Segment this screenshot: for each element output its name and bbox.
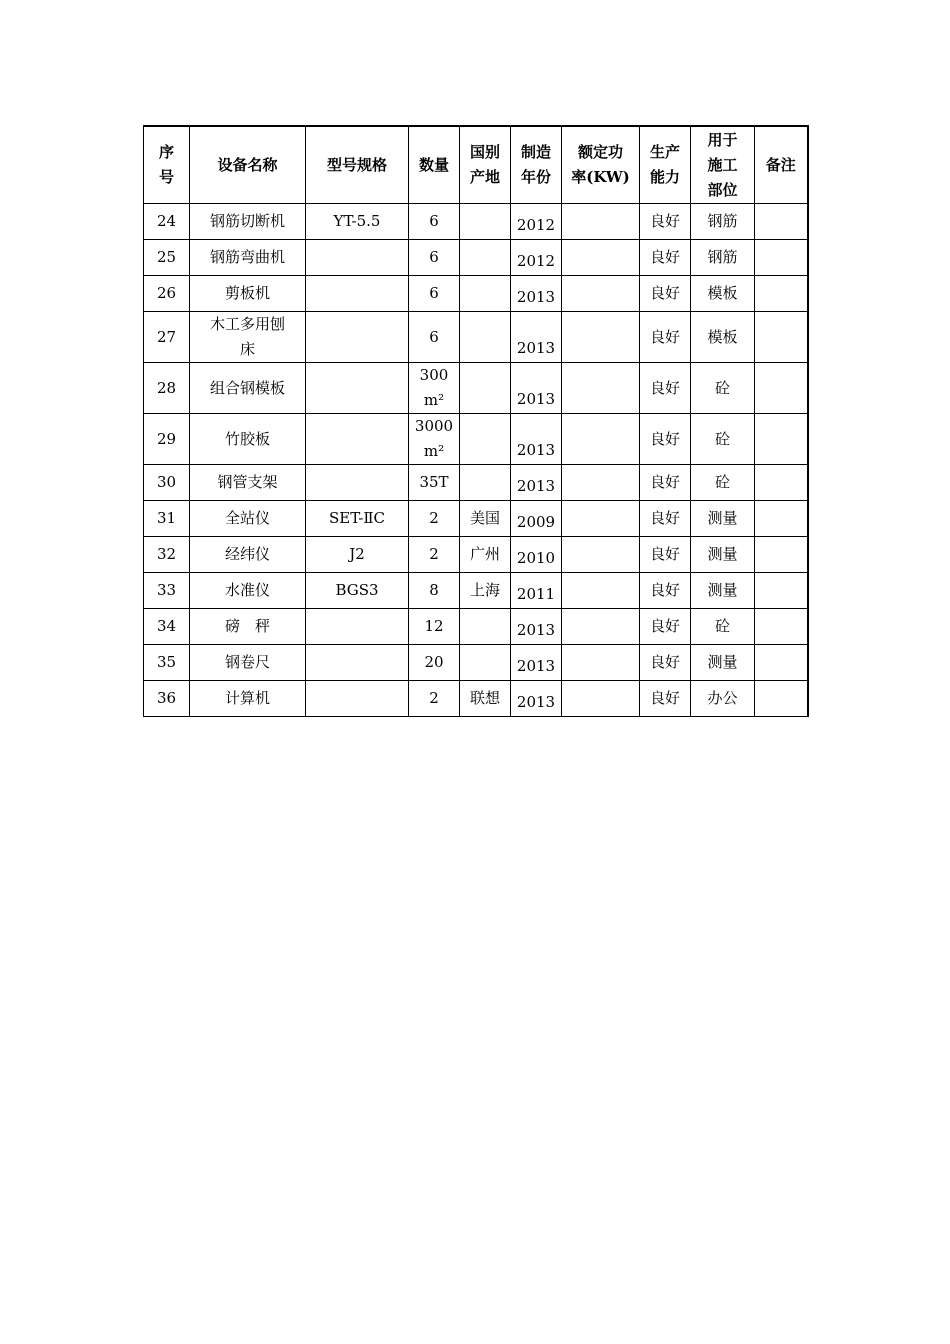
cell-capacity-text: 良好 (649, 248, 680, 266)
cell-usage-text: 模板 (707, 284, 738, 302)
cell-name-text: 钢管支架 (217, 473, 278, 491)
cell-usage (691, 609, 755, 645)
cell-remark (755, 240, 808, 276)
cell-capacity-text: 良好 (649, 429, 680, 448)
header-row (144, 126, 808, 204)
cell-year-text: 2013 (516, 339, 556, 357)
cell-qty-text: 3000 m² (414, 417, 454, 460)
cell-usage (691, 465, 755, 501)
cell-usage (691, 276, 755, 312)
cell-name-text: 组合钢模板 (209, 378, 285, 397)
cell-capacity-text: 良好 (649, 284, 680, 302)
cell-capacity (640, 204, 691, 240)
cell-seq-text: 36 (156, 689, 177, 707)
table-row (144, 681, 808, 717)
cell-remark (755, 501, 808, 537)
cell-power (562, 414, 640, 465)
cell-year-text: 2013 (516, 288, 556, 306)
cell-seq-text: 34 (156, 617, 177, 635)
cell-power (562, 609, 640, 645)
cell-capacity (640, 609, 691, 645)
cell-model (306, 537, 409, 573)
cell-usage-text: 测量 (707, 545, 738, 563)
cell-capacity-text: 良好 (649, 653, 680, 671)
cell-seq (144, 240, 190, 276)
cell-remark (755, 276, 808, 312)
header-usage: 用于 施工 部位 (691, 126, 755, 204)
cell-usage (691, 501, 755, 537)
cell-capacity-text: 良好 (649, 581, 680, 599)
cell-capacity-text: 良好 (649, 545, 680, 563)
cell-remark (755, 204, 808, 240)
cell-name-text: 磅 秤 (224, 617, 270, 635)
cell-origin (460, 537, 511, 573)
cell-usage-text: 钢筋 (707, 248, 738, 266)
cell-capacity-text: 良好 (649, 212, 680, 230)
cell-usage (691, 573, 755, 609)
cell-model (306, 204, 409, 240)
cell-seq-text: 32 (156, 545, 177, 563)
cell-usage-text: 砼 (714, 617, 730, 635)
cell-year-text: 2009 (516, 513, 556, 531)
cell-name (190, 645, 306, 681)
cell-remark (755, 645, 808, 681)
cell-year-text: 2012 (516, 216, 556, 234)
cell-power (562, 573, 640, 609)
cell-seq (144, 537, 190, 573)
cell-capacity (640, 240, 691, 276)
cell-name (190, 240, 306, 276)
cell-year (511, 537, 562, 573)
cell-seq (144, 276, 190, 312)
cell-year-text: 2013 (516, 477, 556, 495)
table-row (144, 240, 808, 276)
table-row (144, 537, 808, 573)
cell-model (306, 465, 409, 501)
cell-usage-text: 砼 (714, 429, 730, 448)
cell-qty-text: 6 (429, 248, 439, 266)
cell-qty-text: 8 (429, 581, 439, 599)
cell-power (562, 312, 640, 363)
cell-model-text: YT-5.5 (333, 212, 381, 230)
table-row (144, 363, 808, 414)
cell-usage-text: 办公 (707, 689, 738, 707)
cell-name (190, 276, 306, 312)
header-name: 设备名称 (190, 126, 306, 204)
table-row (144, 645, 808, 681)
cell-seq (144, 609, 190, 645)
cell-seq-text: 26 (156, 284, 177, 302)
cell-remark (755, 465, 808, 501)
cell-capacity-text: 良好 (649, 617, 680, 635)
cell-capacity (640, 312, 691, 363)
cell-year (511, 645, 562, 681)
cell-usage (691, 645, 755, 681)
cell-seq (144, 204, 190, 240)
cell-seq (144, 681, 190, 717)
cell-name-text: 钢筋弯曲机 (209, 248, 285, 266)
cell-name-text: 计算机 (224, 689, 270, 707)
cell-qty-text: 12 (424, 617, 444, 635)
cell-name (190, 573, 306, 609)
cell-origin (460, 501, 511, 537)
cell-year (511, 363, 562, 414)
cell-qty (409, 276, 460, 312)
cell-capacity-text: 良好 (649, 509, 680, 527)
cell-seq-text: 28 (156, 378, 177, 397)
header-model: 型号规格 (306, 126, 409, 204)
cell-qty-text: 6 (429, 327, 439, 346)
cell-name (190, 363, 306, 414)
cell-year-text: 2010 (516, 549, 556, 567)
cell-seq (144, 312, 190, 363)
cell-capacity (640, 645, 691, 681)
cell-power (562, 501, 640, 537)
cell-origin (460, 414, 511, 465)
cell-origin (460, 573, 511, 609)
cell-origin (460, 240, 511, 276)
cell-qty (409, 681, 460, 717)
cell-seq-text: 27 (156, 327, 177, 346)
cell-year (511, 573, 562, 609)
cell-power (562, 204, 640, 240)
cell-name (190, 501, 306, 537)
cell-qty-text: 2 (429, 689, 439, 707)
cell-power (562, 240, 640, 276)
cell-capacity (640, 681, 691, 717)
cell-name-text: 木工多用刨 床 (209, 315, 285, 358)
cell-capacity-text: 良好 (649, 327, 680, 346)
cell-origin (460, 681, 511, 717)
cell-power (562, 276, 640, 312)
cell-model-text: J2 (349, 545, 365, 563)
cell-origin (460, 312, 511, 363)
cell-qty-text: 6 (429, 212, 439, 230)
cell-seq (144, 573, 190, 609)
cell-remark (755, 312, 808, 363)
cell-year (511, 276, 562, 312)
table-header (144, 126, 808, 204)
cell-name (190, 537, 306, 573)
table-row (144, 312, 808, 363)
cell-qty-text: 2 (429, 509, 439, 527)
cell-power (562, 537, 640, 573)
cell-usage-text: 测量 (707, 653, 738, 671)
cell-qty (409, 240, 460, 276)
table-row (144, 276, 808, 312)
cell-model-text: SET-ⅡC (328, 509, 386, 527)
cell-model (306, 645, 409, 681)
cell-capacity (640, 465, 691, 501)
cell-capacity (640, 501, 691, 537)
cell-year-text: 2013 (516, 390, 556, 408)
cell-usage-text: 模板 (707, 327, 738, 346)
cell-usage-text: 砼 (714, 378, 730, 397)
cell-origin-text: 上海 (469, 581, 500, 599)
cell-year-text: 2013 (516, 693, 556, 711)
cell-remark (755, 573, 808, 609)
cell-capacity (640, 276, 691, 312)
table-row (144, 204, 808, 240)
cell-model (306, 312, 409, 363)
cell-capacity-text: 良好 (649, 378, 680, 397)
cell-origin (460, 465, 511, 501)
cell-power (562, 681, 640, 717)
cell-origin (460, 276, 511, 312)
cell-name (190, 609, 306, 645)
cell-name-text: 竹胶板 (224, 429, 270, 448)
cell-name (190, 681, 306, 717)
table-row (144, 609, 808, 645)
cell-remark (755, 609, 808, 645)
cell-model (306, 501, 409, 537)
cell-model (306, 681, 409, 717)
cell-name-text: 钢筋切断机 (209, 212, 285, 230)
cell-year-text: 2013 (516, 657, 556, 675)
cell-qty (409, 573, 460, 609)
cell-name (190, 312, 306, 363)
cell-power (562, 363, 640, 414)
cell-year (511, 465, 562, 501)
cell-name-text: 水准仪 (224, 581, 270, 599)
cell-model (306, 573, 409, 609)
cell-remark (755, 537, 808, 573)
cell-model (306, 414, 409, 465)
cell-seq-text: 30 (156, 473, 177, 491)
cell-origin-text: 美国 (469, 509, 500, 527)
cell-seq (144, 414, 190, 465)
cell-usage (691, 240, 755, 276)
header-qty: 数量 (409, 126, 460, 204)
cell-qty-text: 300 m² (419, 366, 449, 409)
header-power: 额定功 率(KW) (562, 126, 640, 204)
cell-power (562, 465, 640, 501)
cell-year-text: 2013 (516, 441, 556, 459)
cell-year (511, 240, 562, 276)
cell-seq-text: 33 (156, 581, 177, 599)
cell-usage (691, 681, 755, 717)
cell-capacity (640, 573, 691, 609)
cell-model (306, 363, 409, 414)
header-year: 制造 年份 (511, 126, 562, 204)
cell-year-text: 2011 (516, 585, 556, 603)
cell-year (511, 204, 562, 240)
cell-origin-text: 联想 (469, 689, 500, 707)
cell-origin-text: 广州 (469, 545, 500, 563)
cell-usage (691, 363, 755, 414)
cell-seq-text: 35 (156, 653, 177, 671)
table-row (144, 465, 808, 501)
table-row (144, 414, 808, 465)
cell-seq (144, 465, 190, 501)
cell-capacity (640, 537, 691, 573)
cell-model (306, 276, 409, 312)
cell-seq-text: 25 (156, 248, 177, 266)
cell-usage-text: 测量 (707, 509, 738, 527)
table-body (144, 204, 808, 717)
cell-usage-text: 钢筋 (707, 212, 738, 230)
cell-model (306, 240, 409, 276)
cell-qty (409, 204, 460, 240)
cell-origin (460, 363, 511, 414)
cell-origin (460, 204, 511, 240)
header-seq: 序 号 (144, 126, 190, 204)
cell-origin (460, 609, 511, 645)
cell-seq (144, 363, 190, 414)
cell-qty (409, 537, 460, 573)
cell-seq-text: 29 (156, 429, 177, 448)
cell-remark (755, 414, 808, 465)
cell-qty (409, 501, 460, 537)
cell-origin (460, 645, 511, 681)
cell-qty-text: 6 (429, 284, 439, 302)
table-row (144, 573, 808, 609)
cell-capacity-text: 良好 (649, 689, 680, 707)
cell-name (190, 204, 306, 240)
cell-qty (409, 465, 460, 501)
cell-qty-text: 20 (424, 653, 444, 671)
header-remark: 备注 (755, 126, 808, 204)
cell-year (511, 609, 562, 645)
cell-seq (144, 645, 190, 681)
cell-qty (409, 312, 460, 363)
cell-qty (409, 645, 460, 681)
cell-model-text: BGS3 (335, 581, 379, 599)
equipment-table (143, 125, 809, 717)
cell-model (306, 609, 409, 645)
table-row (144, 501, 808, 537)
cell-name (190, 414, 306, 465)
cell-usage-text: 测量 (707, 581, 738, 599)
cell-usage (691, 537, 755, 573)
cell-year (511, 501, 562, 537)
cell-name (190, 465, 306, 501)
cell-usage (691, 204, 755, 240)
cell-qty (409, 609, 460, 645)
cell-year (511, 681, 562, 717)
cell-usage-text: 砼 (714, 473, 730, 491)
cell-remark (755, 363, 808, 414)
cell-usage (691, 414, 755, 465)
cell-name-text: 钢卷尺 (224, 653, 270, 671)
cell-power (562, 645, 640, 681)
cell-qty (409, 414, 460, 465)
cell-qty-text: 35T (419, 473, 449, 491)
cell-name-text: 经纬仪 (224, 545, 270, 563)
cell-capacity (640, 363, 691, 414)
cell-qty (409, 363, 460, 414)
cell-seq-text: 24 (156, 212, 177, 230)
header-origin: 国别 产地 (460, 126, 511, 204)
cell-year-text: 2013 (516, 621, 556, 639)
cell-name-text: 全站仪 (224, 509, 270, 527)
cell-seq-text: 31 (156, 509, 177, 527)
cell-seq (144, 501, 190, 537)
cell-qty-text: 2 (429, 545, 439, 563)
cell-year (511, 312, 562, 363)
cell-name-text: 剪板机 (224, 284, 270, 302)
cell-capacity-text: 良好 (649, 473, 680, 491)
cell-remark (755, 681, 808, 717)
cell-year-text: 2012 (516, 252, 556, 270)
cell-year (511, 414, 562, 465)
header-capacity: 生产 能力 (640, 126, 691, 204)
cell-capacity (640, 414, 691, 465)
cell-usage (691, 312, 755, 363)
